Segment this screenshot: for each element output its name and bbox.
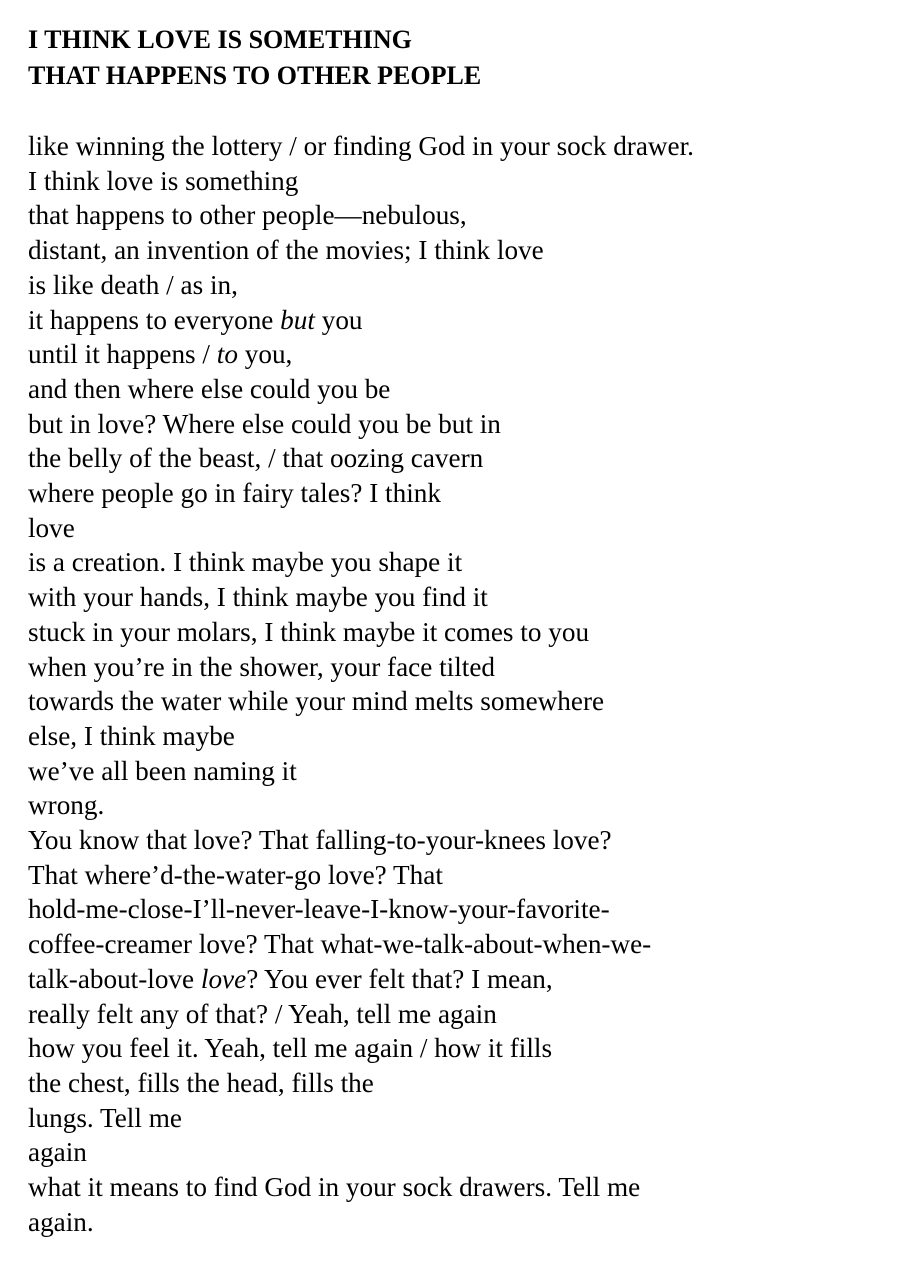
poem-line-text: but in love? Where else could you be but in — [28, 408, 501, 439]
poem-body — [28, 129, 888, 1240]
poem-line-text: the belly of the beast, / that oozing cavern — [28, 443, 484, 474]
poem-line-text: it happens to everyone — [28, 304, 281, 335]
poem-line — [28, 511, 888, 546]
poem-line-text: stuck in your molars, I think maybe it comes to you — [28, 616, 590, 647]
poem-line — [28, 268, 888, 303]
poem-line — [28, 1066, 888, 1101]
poem-line — [28, 650, 888, 685]
poem-line-text: That where’d-the-water-go love? That — [28, 859, 443, 890]
poem-line-text: and then where else could you be — [28, 373, 391, 404]
poem-line-text: is like death / as in, — [28, 269, 238, 300]
poem-line-text: talk-about-love — [28, 963, 201, 994]
poem-title-line: I THINK LOVE IS SOMETHING — [28, 25, 412, 54]
poem-line-text: where people go in fairy tales? I think — [28, 478, 441, 509]
poem-line-text: coffee-creamer love? That what-we-talk-about-when-we- — [28, 929, 652, 960]
poem-line-text: You know that love? That falling-to-your-knees love? — [28, 825, 612, 856]
poem-line — [28, 337, 888, 372]
poem-line-text: the chest, fills the head, fills the — [28, 1067, 374, 1098]
poem-line-text: again. — [28, 1206, 94, 1237]
poem-line — [28, 1135, 888, 1170]
poem-line — [28, 129, 888, 164]
poem-line-text: that happens to other people—nebulous, — [28, 200, 467, 231]
poem-line — [28, 164, 888, 199]
poem-line-text: like winning the lottery / or finding God in your sock drawer. — [28, 131, 694, 161]
poem-line — [28, 198, 888, 233]
poem-line — [28, 233, 888, 268]
poem-line — [28, 892, 888, 927]
poem-line-text: when you’re in the shower, your face tilted — [28, 651, 495, 682]
poem-line — [28, 407, 888, 442]
poem-line-text: towards the water while your mind melts somewhere — [28, 686, 605, 717]
poem-line — [28, 754, 888, 789]
poem-line — [28, 927, 888, 962]
poem-line — [28, 997, 888, 1032]
poem-line — [28, 858, 888, 893]
poem-line-text: you, — [237, 339, 293, 370]
poem-line-text: really felt any of that? / Yeah, tell me again — [28, 998, 497, 1029]
poem-line-text: with your hands, I think maybe you find it — [28, 582, 488, 613]
poem-line — [28, 1170, 888, 1205]
poem-line-text: is a creation. I think maybe you shape it — [28, 547, 463, 578]
poem-line-text: I think love is something — [28, 165, 299, 196]
poem-line — [28, 1101, 888, 1136]
poem-line-text: ? You ever felt that? I mean, — [246, 963, 553, 994]
poem-title — [28, 22, 888, 94]
poem-line-text: you — [314, 304, 363, 335]
poem-title-line: THAT HAPPENS TO OTHER PEOPLE — [28, 61, 482, 90]
poem-line — [28, 580, 888, 615]
poem-line-text: what it means to find God in your sock drawers. Tell me — [28, 1172, 641, 1203]
poem-line — [28, 1031, 888, 1066]
poem-line-emphasis: love — [200, 963, 247, 994]
poem-line — [28, 372, 888, 407]
poem-line-text: how you feel it. Yeah, tell me again / how it fills — [28, 1033, 553, 1064]
poem-line-text: hold-me-close-I’ll-never-leave-I-know-your-favorite- — [28, 894, 610, 925]
poem-line-emphasis: to — [216, 339, 238, 370]
poem-line — [28, 1205, 888, 1240]
poem-line-text: we’ve all been naming it — [28, 755, 297, 786]
poem-line — [28, 823, 888, 858]
poem-line — [28, 684, 888, 719]
poem-line-text: wrong. — [28, 790, 105, 821]
poem-line — [28, 719, 888, 754]
poem-line-text: again — [28, 1137, 87, 1168]
poem-line — [28, 476, 888, 511]
poem-line — [28, 962, 888, 997]
poem-line-text: love — [28, 512, 75, 543]
poem-line — [28, 788, 888, 823]
poem-line-text: until it happens / — [28, 339, 217, 370]
poem-line-text: lungs. Tell me — [28, 1102, 182, 1133]
poem-line — [28, 615, 888, 650]
poem-line — [28, 303, 888, 338]
poem-line-text: distant, an invention of the movies; I think love — [28, 235, 544, 266]
poem-line-text: else, I think maybe — [28, 720, 235, 751]
poem-line-emphasis: but — [280, 304, 315, 335]
poem-line — [28, 441, 888, 476]
document-page — [28, 22, 888, 1240]
poem-line — [28, 545, 888, 580]
